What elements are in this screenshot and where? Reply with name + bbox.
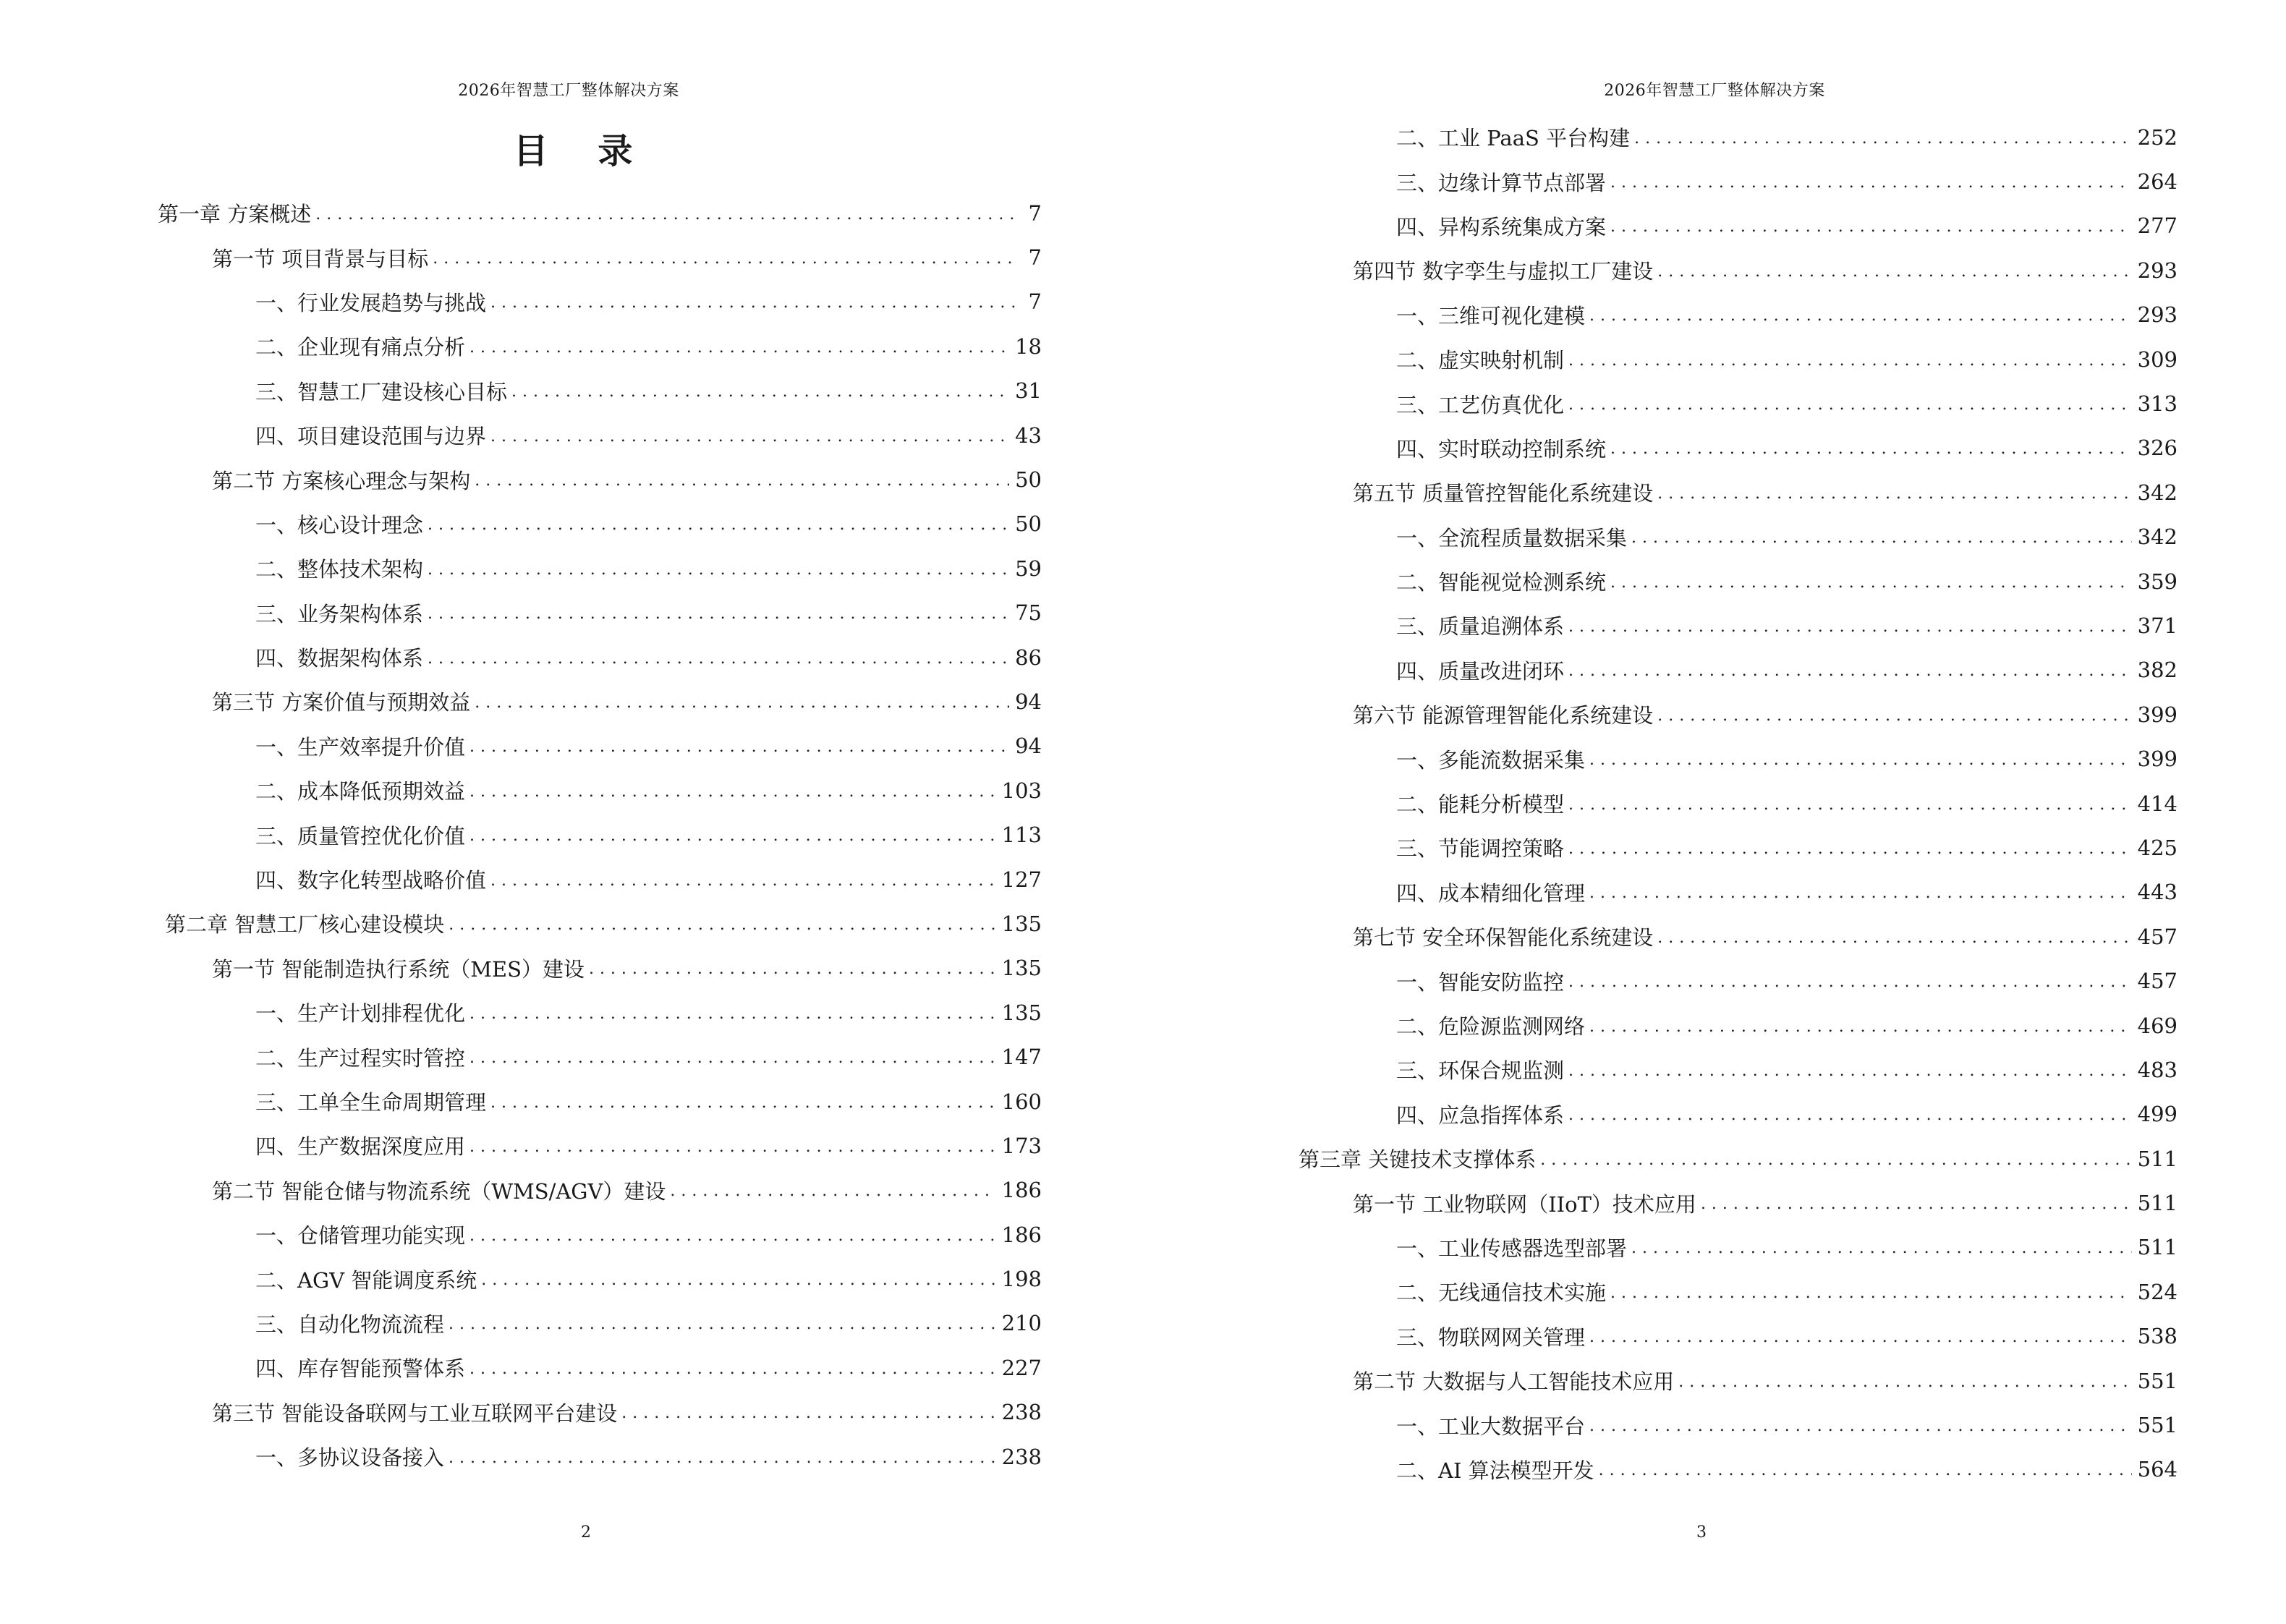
toc-entry-item[interactable] xyxy=(158,369,1042,413)
toc-entry-item[interactable] xyxy=(1299,1092,2177,1136)
dot-leader xyxy=(1568,352,2132,373)
toc-entry-title: 第一节 工业物联网（IIoT）技术应用 xyxy=(1353,1191,1696,1217)
toc-entry-page-number: 264 xyxy=(2137,169,2177,195)
toc-entry-title: 二、AGV 智能调度系统 xyxy=(255,1267,477,1293)
toc-entry-title: 四、实时联动控制系统 xyxy=(1396,436,1607,462)
toc-entry-page-number: 238 xyxy=(1001,1444,1042,1469)
toc-entry-page-number: 313 xyxy=(2137,391,2177,417)
toc-entry-page-number: 293 xyxy=(2137,258,2177,283)
toc-entry-title: 二、企业现有痛点分析 xyxy=(255,335,466,360)
toc-entry-title: 三、质量管控优化价值 xyxy=(255,823,466,849)
dot-leader xyxy=(1568,973,2132,995)
dot-leader xyxy=(428,516,1009,537)
toc-entry-section[interactable] xyxy=(1299,1359,2177,1403)
toc-entry-title: 三、工单全生命周期管理 xyxy=(255,1090,487,1115)
dot-leader xyxy=(449,1315,996,1337)
toc-entry-chapter[interactable] xyxy=(158,191,1042,235)
toc-entry-page-number: 564 xyxy=(2137,1457,2177,1482)
dot-leader xyxy=(469,783,996,804)
toc-entry-item[interactable] xyxy=(1299,204,2177,248)
toc-entry-page-number: 457 xyxy=(2137,969,2177,994)
dot-leader xyxy=(1568,618,2132,639)
toc-entry-item[interactable] xyxy=(158,502,1042,546)
toc-entry-item[interactable] xyxy=(158,1301,1042,1345)
dot-leader xyxy=(1631,1239,2132,1261)
dot-leader xyxy=(428,561,1009,582)
toc-entry-item[interactable] xyxy=(1299,870,2177,914)
toc-entry-chapter[interactable] xyxy=(1299,1136,2177,1181)
dot-leader xyxy=(1589,307,2132,328)
toc-entry-page-number: 227 xyxy=(1001,1355,1042,1380)
toc-entry-page-number: 399 xyxy=(2137,747,2177,772)
dot-leader xyxy=(1568,1106,2132,1128)
toc-entry-page-number: 425 xyxy=(2137,835,2177,860)
dot-leader xyxy=(469,1005,996,1026)
toc-entry-item[interactable] xyxy=(1299,1447,2177,1492)
dot-leader xyxy=(1631,529,2132,550)
dot-leader xyxy=(1610,1284,2132,1306)
dot-leader xyxy=(1657,263,2131,284)
toc-entry-title: 三、工艺仿真优化 xyxy=(1396,392,1565,417)
toc-entry-section[interactable] xyxy=(158,1168,1042,1212)
toc-entry-item[interactable] xyxy=(1299,115,2177,159)
toc-entry-item[interactable] xyxy=(158,1123,1042,1168)
dot-leader xyxy=(1678,1373,2131,1395)
toc-entry-item[interactable] xyxy=(1299,1225,2177,1270)
toc-entry-page-number: 483 xyxy=(2137,1057,2177,1082)
dot-leader xyxy=(469,738,1009,760)
toc-entry-section[interactable] xyxy=(1299,914,2177,958)
toc-entry-title: 一、生产效率提升价值 xyxy=(255,734,466,760)
toc-entry-page-number: 31 xyxy=(1015,378,1042,404)
toc-entry-page-number: 7 xyxy=(1028,200,1042,226)
toc-entry-page-number: 198 xyxy=(1001,1267,1042,1292)
toc-entry-page-number: 210 xyxy=(1001,1311,1042,1336)
dot-leader xyxy=(449,1449,996,1471)
toc-entry-item[interactable] xyxy=(1299,781,2177,825)
toc-entry-page-number: 293 xyxy=(2137,302,2177,328)
dot-leader xyxy=(1568,796,2132,817)
toc-entry-section[interactable] xyxy=(158,1390,1042,1434)
toc-entry-title: 二、工业 PaaS 平台构建 xyxy=(1396,126,1631,151)
toc-entry-item[interactable] xyxy=(1299,337,2177,381)
dot-leader xyxy=(490,294,1016,315)
toc-entry-chapter[interactable] xyxy=(158,901,1042,945)
toc-entry-title: 三、自动化物流流程 xyxy=(255,1311,445,1337)
toc-entry-item[interactable] xyxy=(158,413,1042,457)
toc-entry-page-number: 538 xyxy=(2137,1324,2177,1349)
toc-entry-item[interactable] xyxy=(1299,1270,2177,1314)
dot-leader xyxy=(490,872,996,893)
dot-leader xyxy=(1610,440,2132,462)
toc-entry-title: 二、生产过程实时管控 xyxy=(255,1045,466,1071)
toc-entry-title: 四、成本精细化管理 xyxy=(1396,880,1586,906)
toc-entry-item[interactable] xyxy=(158,324,1042,368)
dot-leader xyxy=(490,1094,996,1115)
toc-entry-title: 一、生产计划排程优化 xyxy=(255,1001,466,1026)
toc-entry-page-number: 414 xyxy=(2137,791,2177,816)
toc-entry-section[interactable] xyxy=(1299,1181,2177,1225)
toc-entry-title: 一、智能安防监控 xyxy=(1396,969,1565,995)
dot-leader xyxy=(1657,929,2131,951)
dot-leader xyxy=(469,1138,996,1160)
dot-leader xyxy=(449,916,995,938)
toc-entry-page-number: 499 xyxy=(2137,1102,2177,1127)
dot-leader xyxy=(1568,396,2132,417)
dot-leader xyxy=(1634,129,2132,151)
running-header: 2026年智慧工厂整体解决方案 xyxy=(1604,82,1825,100)
toc-entry-item[interactable] xyxy=(158,724,1042,768)
dot-leader xyxy=(589,960,996,982)
toc-entry-title: 二、无线通信技术实施 xyxy=(1396,1280,1607,1306)
toc-entry-title: 一、工业大数据平台 xyxy=(1396,1413,1586,1439)
toc-entry-page-number: 59 xyxy=(1015,556,1042,581)
dot-leader xyxy=(433,250,1016,271)
toc-entry-title: 四、质量改进闭环 xyxy=(1396,658,1565,684)
toc-entry-title: 二、整体技术架构 xyxy=(255,557,424,582)
toc-entry-title: 一、三维可视化建模 xyxy=(1396,303,1586,328)
toc-entry-item[interactable] xyxy=(158,1434,1042,1479)
dot-leader xyxy=(481,1271,995,1293)
toc-entry-item[interactable] xyxy=(158,990,1042,1034)
toc-entry-title: 四、应急指挥体系 xyxy=(1396,1102,1565,1128)
toc-entry-title: 第二节 智能仓储与物流系统（WMS/AGV）建设 xyxy=(212,1178,666,1204)
toc-entry-item[interactable] xyxy=(158,1257,1042,1301)
toc-entry-title: 第五节 质量管控智能化系统建设 xyxy=(1353,481,1654,506)
toc-entry-item[interactable] xyxy=(1299,603,2177,647)
toc-entry-page-number: 382 xyxy=(2137,658,2177,683)
toc-entry-title: 第七节 安全环保智能化系统建设 xyxy=(1353,925,1654,951)
dot-leader xyxy=(1589,751,2132,773)
toc-entry-item[interactable] xyxy=(1299,1047,2177,1092)
toc-entry-page-number: 75 xyxy=(1015,600,1042,626)
dot-leader xyxy=(475,694,1009,715)
toc-entry-title: 二、虚实映射机制 xyxy=(1396,348,1565,373)
dot-leader xyxy=(315,205,1016,227)
toc-entry-page-number: 186 xyxy=(1001,1178,1042,1203)
dot-leader xyxy=(469,1360,996,1382)
toc-entry-page-number: 173 xyxy=(1001,1133,1042,1158)
toc-entry-page-number: 86 xyxy=(1015,645,1042,670)
toc-entry-page-number: 359 xyxy=(2137,569,2177,594)
dot-leader xyxy=(469,827,996,849)
toc-entry-page-number: 511 xyxy=(2137,1146,2177,1171)
toc-entry-page-number: 147 xyxy=(1001,1045,1042,1070)
right-page xyxy=(1143,0,2286,1624)
toc-entry-page-number: 457 xyxy=(2137,924,2177,949)
toc-entry-item[interactable] xyxy=(1299,381,2177,425)
toc-entry-section[interactable] xyxy=(158,457,1042,501)
dot-leader xyxy=(1701,1195,2132,1217)
toc-entry-page-number: 524 xyxy=(2137,1279,2177,1304)
toc-entry-page-number: 50 xyxy=(1015,467,1042,493)
toc-entry-item[interactable] xyxy=(1299,559,2177,603)
toc-entry-page-number: 135 xyxy=(1001,956,1042,981)
toc-entry-title: 第一章 方案概述 xyxy=(158,202,312,227)
toc-entry-title: 二、危险源监测网络 xyxy=(1396,1014,1586,1039)
toc-entry-title: 四、数据架构体系 xyxy=(255,646,424,671)
dot-leader xyxy=(670,1182,995,1204)
dot-leader xyxy=(1589,884,2132,906)
toc-title: 目 录 xyxy=(513,131,652,171)
dot-leader xyxy=(475,472,1009,493)
toc-entry-title: 三、边缘计算节点部署 xyxy=(1396,170,1607,195)
toc-entry-title: 第二章 智慧工厂核心建设模块 xyxy=(165,912,445,938)
toc-entry-item[interactable] xyxy=(158,1079,1042,1123)
page-number: 3 xyxy=(1696,1523,1707,1542)
page-number: 2 xyxy=(581,1523,591,1542)
toc-entry-section[interactable] xyxy=(1299,248,2177,292)
dot-leader xyxy=(511,383,1009,404)
toc-entry-page-number: 399 xyxy=(2137,702,2177,727)
toc-entry-title: 二、AI 算法模型开发 xyxy=(1396,1458,1594,1483)
toc-entry-page-number: 277 xyxy=(2137,213,2177,239)
toc-entry-page-number: 135 xyxy=(1001,1000,1042,1025)
toc-entry-page-number: 551 xyxy=(2137,1413,2177,1438)
toc-entry-title: 第一节 项目背景与目标 xyxy=(212,246,429,271)
toc-entry-page-number: 18 xyxy=(1015,333,1042,359)
dot-leader xyxy=(1599,1461,2132,1483)
running-header: 2026年智慧工厂整体解决方案 xyxy=(458,82,679,100)
toc-entry-title: 第六节 能源管理智能化系统建设 xyxy=(1353,703,1654,728)
toc-entry-item[interactable] xyxy=(1299,1003,2177,1047)
toc-entry-page-number: 309 xyxy=(2137,347,2177,372)
dot-leader xyxy=(1610,174,2132,195)
toc-entry-page-number: 551 xyxy=(2137,1368,2177,1393)
toc-entry-page-number: 511 xyxy=(2137,1235,2177,1260)
dot-leader xyxy=(1610,574,2132,595)
toc-entry-page-number: 103 xyxy=(1001,778,1042,803)
toc-entry-page-number: 342 xyxy=(2137,480,2177,505)
toc-entry-item[interactable] xyxy=(1299,958,2177,1003)
toc-entry-title: 一、全流程质量数据采集 xyxy=(1396,525,1628,550)
dot-leader xyxy=(428,605,1009,626)
toc-entry-title: 三、节能调控策略 xyxy=(1396,836,1565,862)
toc-entry-page-number: 94 xyxy=(1015,734,1042,759)
toc-entry-item[interactable] xyxy=(1299,1314,2177,1359)
toc-entry-item[interactable] xyxy=(1299,426,2177,470)
toc-entry-title: 三、质量追溯体系 xyxy=(1396,614,1565,639)
dot-leader xyxy=(1657,485,2131,506)
toc-entry-item[interactable] xyxy=(1299,293,2177,337)
toc-entry-item[interactable] xyxy=(158,768,1042,812)
toc-entry-page-number: 160 xyxy=(1001,1089,1042,1114)
toc-entry-item[interactable] xyxy=(1299,1403,2177,1447)
toc-entry-section[interactable] xyxy=(158,235,1042,279)
toc-entry-title: 四、生产数据深度应用 xyxy=(255,1134,466,1160)
toc-entry-item[interactable] xyxy=(1299,825,2177,870)
toc-entry-item[interactable] xyxy=(158,857,1042,901)
dot-leader xyxy=(1540,1151,2131,1173)
dot-leader xyxy=(1568,1062,2132,1084)
toc-entry-title: 三、智慧工厂建设核心目标 xyxy=(255,379,508,404)
dot-leader xyxy=(1568,662,2132,684)
toc-entry-title: 第三节 智能设备联网与工业互联网平台建设 xyxy=(212,1400,618,1426)
toc-entry-page-number: 127 xyxy=(1001,867,1042,892)
toc-entry-item[interactable] xyxy=(158,591,1042,635)
toc-entry-title: 二、能耗分析模型 xyxy=(1396,792,1565,817)
toc-entry-page-number: 7 xyxy=(1028,245,1042,271)
toc-entry-title: 一、核心设计理念 xyxy=(255,512,424,537)
toc-entry-section[interactable] xyxy=(158,679,1042,723)
toc-entry-title: 一、多协议设备接入 xyxy=(255,1445,445,1471)
toc-list xyxy=(1299,115,2177,1492)
toc-entry-section[interactable] xyxy=(158,946,1042,990)
dot-leader xyxy=(1589,1328,2132,1350)
toc-entry-section[interactable] xyxy=(1299,692,2177,736)
toc-entry-title: 一、行业发展趋势与挑战 xyxy=(255,290,487,315)
toc-entry-item[interactable] xyxy=(1299,648,2177,692)
toc-entry-title: 二、智能视觉检测系统 xyxy=(1396,570,1607,595)
toc-entry-title: 第二节 大数据与人工智能技术应用 xyxy=(1353,1369,1675,1395)
toc-entry-title: 第二节 方案核心理念与架构 xyxy=(212,468,471,493)
dot-leader xyxy=(1610,218,2132,239)
dot-leader xyxy=(621,1404,995,1426)
dot-leader xyxy=(469,1049,996,1071)
toc-entry-page-number: 342 xyxy=(2137,524,2177,550)
toc-entry-item[interactable] xyxy=(158,1212,1042,1257)
toc-entry-page-number: 94 xyxy=(1015,689,1042,714)
dot-leader xyxy=(428,650,1009,671)
dot-leader xyxy=(1657,707,2131,728)
toc-entry-page-number: 186 xyxy=(1001,1222,1042,1247)
toc-entry-title: 三、物联网网关管理 xyxy=(1396,1325,1586,1350)
toc-entry-title: 第三章 关键技术支撑体系 xyxy=(1299,1147,1537,1173)
toc-list xyxy=(158,191,1042,1479)
toc-entry-item[interactable] xyxy=(158,280,1042,324)
toc-entry-title: 一、多能流数据采集 xyxy=(1396,747,1586,773)
toc-entry-page-number: 326 xyxy=(2137,435,2177,461)
toc-entry-page-number: 511 xyxy=(2137,1191,2177,1216)
toc-entry-page-number: 43 xyxy=(1015,422,1042,448)
toc-entry-item[interactable] xyxy=(158,1034,1042,1079)
toc-entry-item[interactable] xyxy=(158,546,1042,590)
dot-leader xyxy=(1568,840,2132,862)
toc-entry-item[interactable] xyxy=(158,1345,1042,1390)
dot-leader xyxy=(469,339,1009,360)
toc-entry-item[interactable] xyxy=(1299,159,2177,203)
toc-entry-title: 四、库存智能预警体系 xyxy=(255,1356,466,1382)
toc-entry-page-number: 371 xyxy=(2137,613,2177,638)
toc-entry-title: 一、仓储管理功能实现 xyxy=(255,1223,466,1249)
toc-entry-page-number: 443 xyxy=(2137,880,2177,905)
toc-entry-page-number: 135 xyxy=(1001,911,1042,936)
toc-entry-title: 三、业务架构体系 xyxy=(255,601,424,626)
dot-leader xyxy=(1589,1417,2132,1439)
dot-leader xyxy=(469,1227,996,1249)
toc-entry-title: 四、项目建设范围与边界 xyxy=(255,424,487,449)
toc-entry-title: 第四节 数字孪生与虚拟工厂建设 xyxy=(1353,259,1654,284)
toc-entry-item[interactable] xyxy=(1299,736,2177,781)
toc-entry-title: 四、数字化转型战略价值 xyxy=(255,868,487,893)
toc-entry-title: 第一节 智能制造执行系统（MES）建设 xyxy=(212,956,585,982)
toc-entry-page-number: 113 xyxy=(1001,822,1042,848)
toc-entry-title: 二、成本降低预期效益 xyxy=(255,779,466,804)
toc-entry-page-number: 50 xyxy=(1015,511,1042,537)
toc-entry-title: 一、工业传感器选型部署 xyxy=(1396,1236,1628,1261)
toc-entry-item[interactable] xyxy=(1299,515,2177,559)
toc-entry-item[interactable] xyxy=(158,812,1042,856)
toc-entry-title: 第三节 方案价值与预期效益 xyxy=(212,690,471,715)
toc-entry-page-number: 469 xyxy=(2137,1013,2177,1038)
toc-entry-page-number: 252 xyxy=(2137,124,2177,150)
dot-leader xyxy=(1589,1018,2132,1040)
toc-entry-title: 三、环保合规监测 xyxy=(1396,1058,1565,1084)
toc-entry-page-number: 7 xyxy=(1028,289,1042,315)
dot-leader xyxy=(490,428,1009,449)
toc-entry-item[interactable] xyxy=(158,635,1042,679)
toc-entry-section[interactable] xyxy=(1299,470,2177,514)
toc-entry-page-number: 238 xyxy=(1001,1400,1042,1425)
toc-entry-title: 四、异构系统集成方案 xyxy=(1396,214,1607,239)
